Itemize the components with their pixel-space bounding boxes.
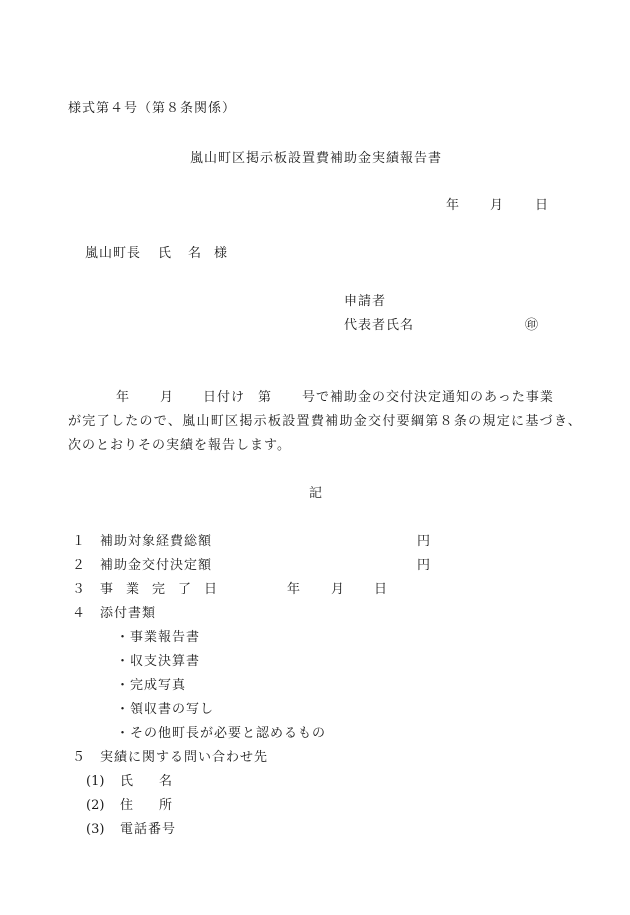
date-day-label: 日 [535,198,549,213]
item3-number: ３ [72,582,86,597]
document-title: 嵐山町区掲示板設置費補助金実績報告書 [190,151,443,166]
body-line3: 次のとおりその実績を報告します。 [68,438,291,453]
addressee-name-label-2: 名 [188,246,202,261]
item2-unit: 円 [417,558,431,573]
item1-unit: 円 [417,534,431,549]
attachment-item: ・領収書の写し [116,702,215,717]
item5-number: ５ [72,750,86,765]
contact-subitem-number: (1) [86,774,105,789]
item5-label: 実績に関する問い合わせ先 [100,750,269,765]
item4-label: 添付書類 [100,606,157,621]
contact-phone-label: 電話番号 [120,822,177,837]
item1-number: １ [72,534,86,549]
attachment-item: ・完成写真 [116,678,187,693]
item3-year-label: 年 [287,582,301,597]
body-no-label: 第 [258,390,272,405]
addressee-honorific: 様 [214,246,228,261]
contact-subitem-number: (2) [86,798,105,813]
ki-heading: 記 [309,486,323,501]
body-month-label: 月 [160,390,174,405]
date-year-label: 年 [446,198,460,213]
contact-subitem-number: (3) [86,822,105,837]
form-number: 様式第４号（第８条関係） [68,101,237,116]
addressee-org: 嵐山町長 [85,246,142,261]
item3-month-label: 月 [331,582,345,597]
item3-day-label: 日 [374,582,388,597]
representative-name-label: 代表者氏名 [344,318,415,333]
body-line2: が完了したので、嵐山町区掲示板設置費補助金交付要綱第８条の規定に基づき、 [68,414,583,429]
contact-address-label: 住 所 [120,798,173,813]
item4-number: ４ [72,606,86,621]
attachment-item: ・その他町長が必要と認めるもの [116,726,327,741]
contact-name-label: 氏 名 [120,774,173,789]
applicant-label: 申請者 [344,294,387,309]
attachment-item: ・事業報告書 [116,630,201,645]
item3-label: 事 業 完 了 日 [100,582,218,597]
body-line1-rest: 号で補助金の交付決定通知のあった事業 [302,390,554,405]
body-date-label: 日付け [203,390,246,405]
body-year-label: 年 [116,390,130,405]
item1-label: 補助対象経費総額 [100,534,213,549]
item2-label: 補助金交付決定額 [100,558,213,573]
date-month-label: 月 [490,198,504,213]
attachment-item: ・収支決算書 [116,654,201,669]
seal-mark: ㊞ [525,318,539,333]
addressee-name-label-1: 氏 [158,246,172,261]
item2-number: ２ [72,558,86,573]
